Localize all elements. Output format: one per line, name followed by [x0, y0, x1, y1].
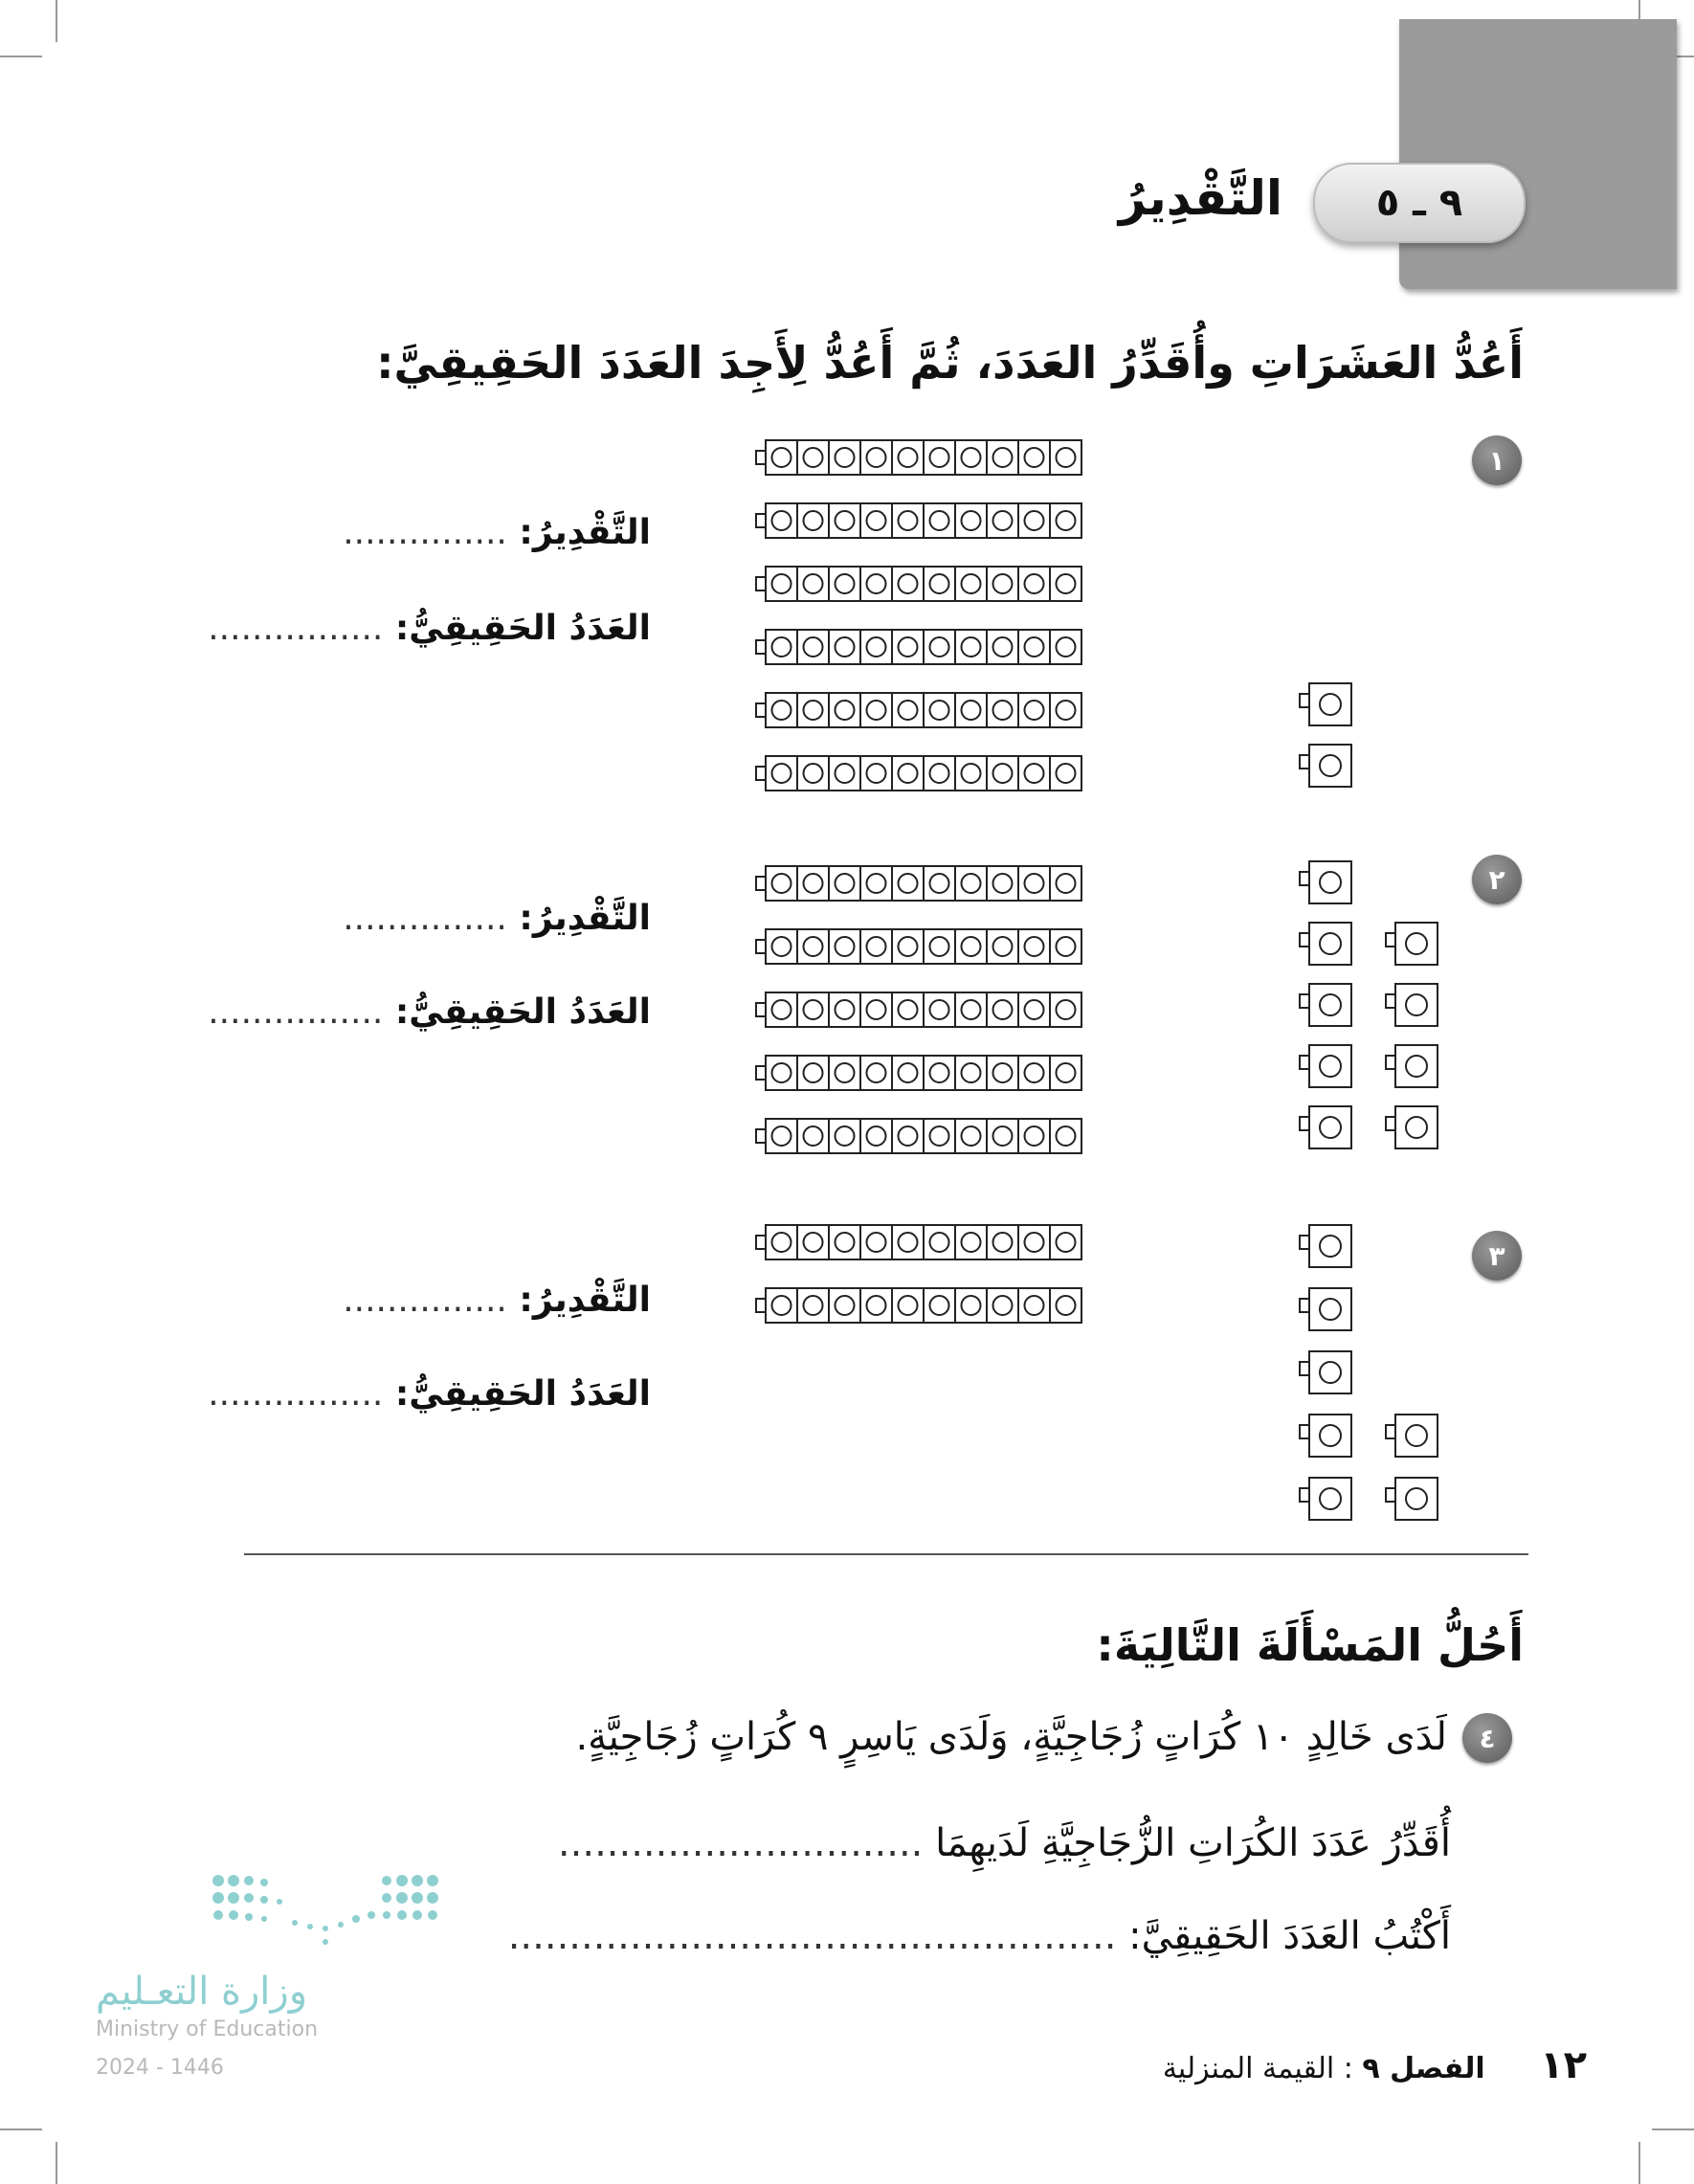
ones-cube — [1300, 861, 1351, 903]
ones-cube — [1386, 1478, 1438, 1520]
ones-cube — [1300, 683, 1351, 725]
estimate-label: التَّقْدِيرُ: — [519, 1281, 651, 1320]
question-number-4: ٤ — [1462, 1713, 1512, 1763]
chapter-title: القيمة المنزلية — [1162, 2052, 1335, 2085]
actual-prompt: أَكْتُبُ العَدَدَ الحَقِيقِيَّ: — [1128, 1914, 1451, 1958]
estimate-answer-blank[interactable]: .............................. — [557, 1821, 924, 1865]
page-number: ١٢ — [1540, 2043, 1587, 2087]
estimate-answer-blank[interactable]: ............... — [343, 1281, 507, 1320]
page-footer — [1163, 2043, 1587, 2087]
lesson-title: التَّقْدِيرُ — [1118, 170, 1282, 226]
estimate-label: التَّقْدِيرُ: — [519, 513, 651, 552]
crop-mark — [56, 2142, 57, 2184]
chapter-label: الفصل ٩ — [1362, 2052, 1485, 2085]
word-problem-text: لَدَى خَالِدٍ ١٠ كُرَاتٍ زُجَاجِيَّةٍ، وَلَدَى يَاسِرٍ ٩ كُرَاتٍ زُجَاجِيَّةٍ. — [575, 1715, 1447, 1759]
actual-answer-blank[interactable]: .................................................. — [507, 1914, 1117, 1958]
ministry-name-english: Ministry of Education — [96, 2017, 319, 2041]
tens-rod — [756, 1288, 1081, 1323]
tens-rod — [756, 756, 1081, 791]
tens-rod — [756, 503, 1081, 538]
actual-answer-blank[interactable]: ................ — [208, 609, 384, 648]
ones-cube — [1386, 1045, 1438, 1087]
lesson-number: ٩ ـ ٥ — [1375, 181, 1463, 225]
ones-cube — [1300, 1288, 1351, 1330]
tens-rod — [756, 992, 1081, 1027]
tens-rod — [756, 440, 1081, 475]
ones-cube — [1386, 1415, 1438, 1457]
tens-rod — [756, 1056, 1081, 1090]
ministry-year: 2024 - 1446 — [96, 2056, 224, 2080]
question-number-3: ٣ — [1472, 1231, 1522, 1281]
estimate-prompt-line — [558, 1821, 1451, 1865]
tens-rod — [756, 1119, 1081, 1153]
tens-rod — [756, 693, 1081, 727]
estimate-answer-blank[interactable]: ............... — [343, 899, 507, 938]
ones-cube — [1300, 1106, 1351, 1148]
tens-rod — [756, 630, 1081, 664]
ones-cube — [1300, 1351, 1351, 1393]
ones-cube — [1300, 1045, 1351, 1087]
crop-mark — [1638, 2142, 1640, 2184]
section-divider — [244, 1553, 1528, 1555]
actual-label: العَدَدُ الحَقِيقِيُّ: — [394, 1374, 651, 1414]
ones-cube — [1386, 1106, 1438, 1148]
ones-cube — [1300, 984, 1351, 1026]
actual-label: العَدَدُ الحَقِيقِيُّ: — [394, 992, 651, 1032]
tens-rod — [756, 567, 1081, 601]
ministry-logo-icon — [209, 1871, 448, 1948]
tens-rod — [756, 929, 1081, 964]
actual-prompt-line — [508, 1914, 1451, 1958]
question-number-2: ٢ — [1472, 855, 1522, 904]
footer-separator: : — [1343, 2052, 1353, 2085]
crop-mark — [0, 2128, 42, 2130]
actual-answer-blank[interactable]: ................ — [208, 1374, 384, 1414]
actual-answer-blank[interactable]: ................ — [208, 992, 384, 1032]
ones-cube — [1386, 923, 1438, 965]
ones-cube — [1300, 923, 1351, 965]
ones-cube — [1386, 984, 1438, 1026]
tens-rod — [756, 866, 1081, 901]
ones-cube — [1300, 745, 1351, 787]
ones-cube — [1300, 1225, 1351, 1267]
estimate-label: التَّقْدِيرُ: — [519, 899, 651, 938]
actual-label: العَدَدُ الحَقِيقِيُّ: — [394, 609, 651, 648]
section2-instruction: أَحُلُّ المَسْأَلَةَ التَّالِيَةَ: — [1096, 1619, 1524, 1671]
estimate-answer-blank[interactable]: ............... — [343, 513, 507, 552]
estimate-prompt: أُقَدِّرُ عَدَدَ الكُرَاتِ الزُّجَاجِيَّةِ لَدَيهِمَا — [935, 1821, 1451, 1865]
crop-mark — [1652, 2128, 1694, 2130]
section1-instruction: أَعُدُّ العَشَرَاتِ وأُقَدِّرُ العَدَدَ، ثُمَّ أَعُدُّ لِأَجِدَ العَدَدَ الحَقِيقِيَّ: — [376, 337, 1524, 389]
ones-cube — [1300, 1415, 1351, 1457]
question-number-1: ١ — [1472, 435, 1522, 485]
tens-rod — [756, 1225, 1081, 1259]
ones-cube — [1300, 1478, 1351, 1520]
ministry-name-arabic: وزارة التعـليم — [96, 1970, 308, 2014]
